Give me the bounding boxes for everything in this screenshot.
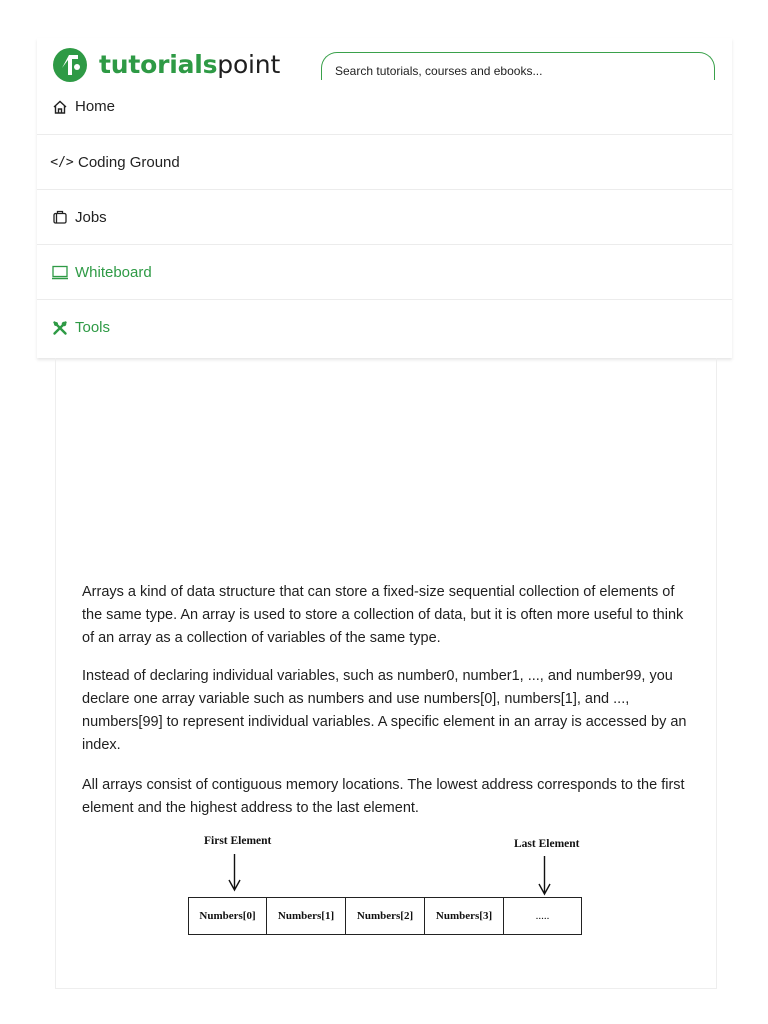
array-cell: ..... xyxy=(504,897,582,935)
arrows xyxy=(188,834,588,900)
array-cell: Numbers[1] xyxy=(267,897,346,935)
nav-item-coding-ground[interactable] xyxy=(37,135,732,190)
nav-item-label: Home xyxy=(75,98,116,115)
home-icon xyxy=(51,98,69,116)
last-element-label: Last Element xyxy=(514,838,580,850)
nav-item-jobs[interactable] xyxy=(37,190,732,245)
last-element-arrow xyxy=(539,856,550,894)
tutorialspoint-logo[interactable] xyxy=(53,48,280,82)
code-icon: </> xyxy=(50,154,74,170)
first-element-arrow xyxy=(229,854,240,890)
article-content xyxy=(55,358,717,989)
nav-item-label: Jobs xyxy=(75,208,107,226)
paragraph-intro: Arrays a kind of data structure that can store a fixed-size sequential collection of elements of the same type. An array is used to store a collection of data, but it is often more useful to think of an array as a collection of variables of the same type. xyxy=(82,584,684,646)
nav-item-label: Coding Ground xyxy=(78,153,180,171)
paragraph-memory: All arrays consist of contiguous memory locations. The lowest address corresponds to the first element and the highest address to the last element. xyxy=(82,777,685,816)
briefcase-icon xyxy=(51,208,69,226)
site-header xyxy=(37,38,732,358)
tools-icon xyxy=(51,319,69,337)
array-cell: Numbers[0] xyxy=(188,897,267,935)
first-element-label: First Element xyxy=(204,835,272,847)
array-cell: Numbers[3] xyxy=(425,897,504,935)
search-input[interactable] xyxy=(321,52,715,80)
logo-text: tutorialspoint xyxy=(99,50,281,79)
nav-item-home[interactable] xyxy=(37,80,732,135)
nav-item-label: Tools xyxy=(75,319,111,336)
nav-item-whiteboard[interactable] xyxy=(37,245,732,300)
nav-item-tools[interactable] xyxy=(37,300,732,355)
whiteboard-icon xyxy=(51,263,69,281)
main-nav xyxy=(37,80,732,355)
array-cell: Numbers[2] xyxy=(346,897,425,935)
array-diagram xyxy=(188,834,588,944)
nav-item-label: Whiteboard xyxy=(75,263,152,281)
paragraph-declaration: Instead of declaring individual variables, such as number0, number1, ..., and number99, you declare one array variable such as numbers and use numbers[0], numbers[1], and ..., numbers[99] to represent individual variables. A specific element in an array is accessed by an index. xyxy=(82,668,687,753)
logo-mark-icon xyxy=(53,48,91,82)
